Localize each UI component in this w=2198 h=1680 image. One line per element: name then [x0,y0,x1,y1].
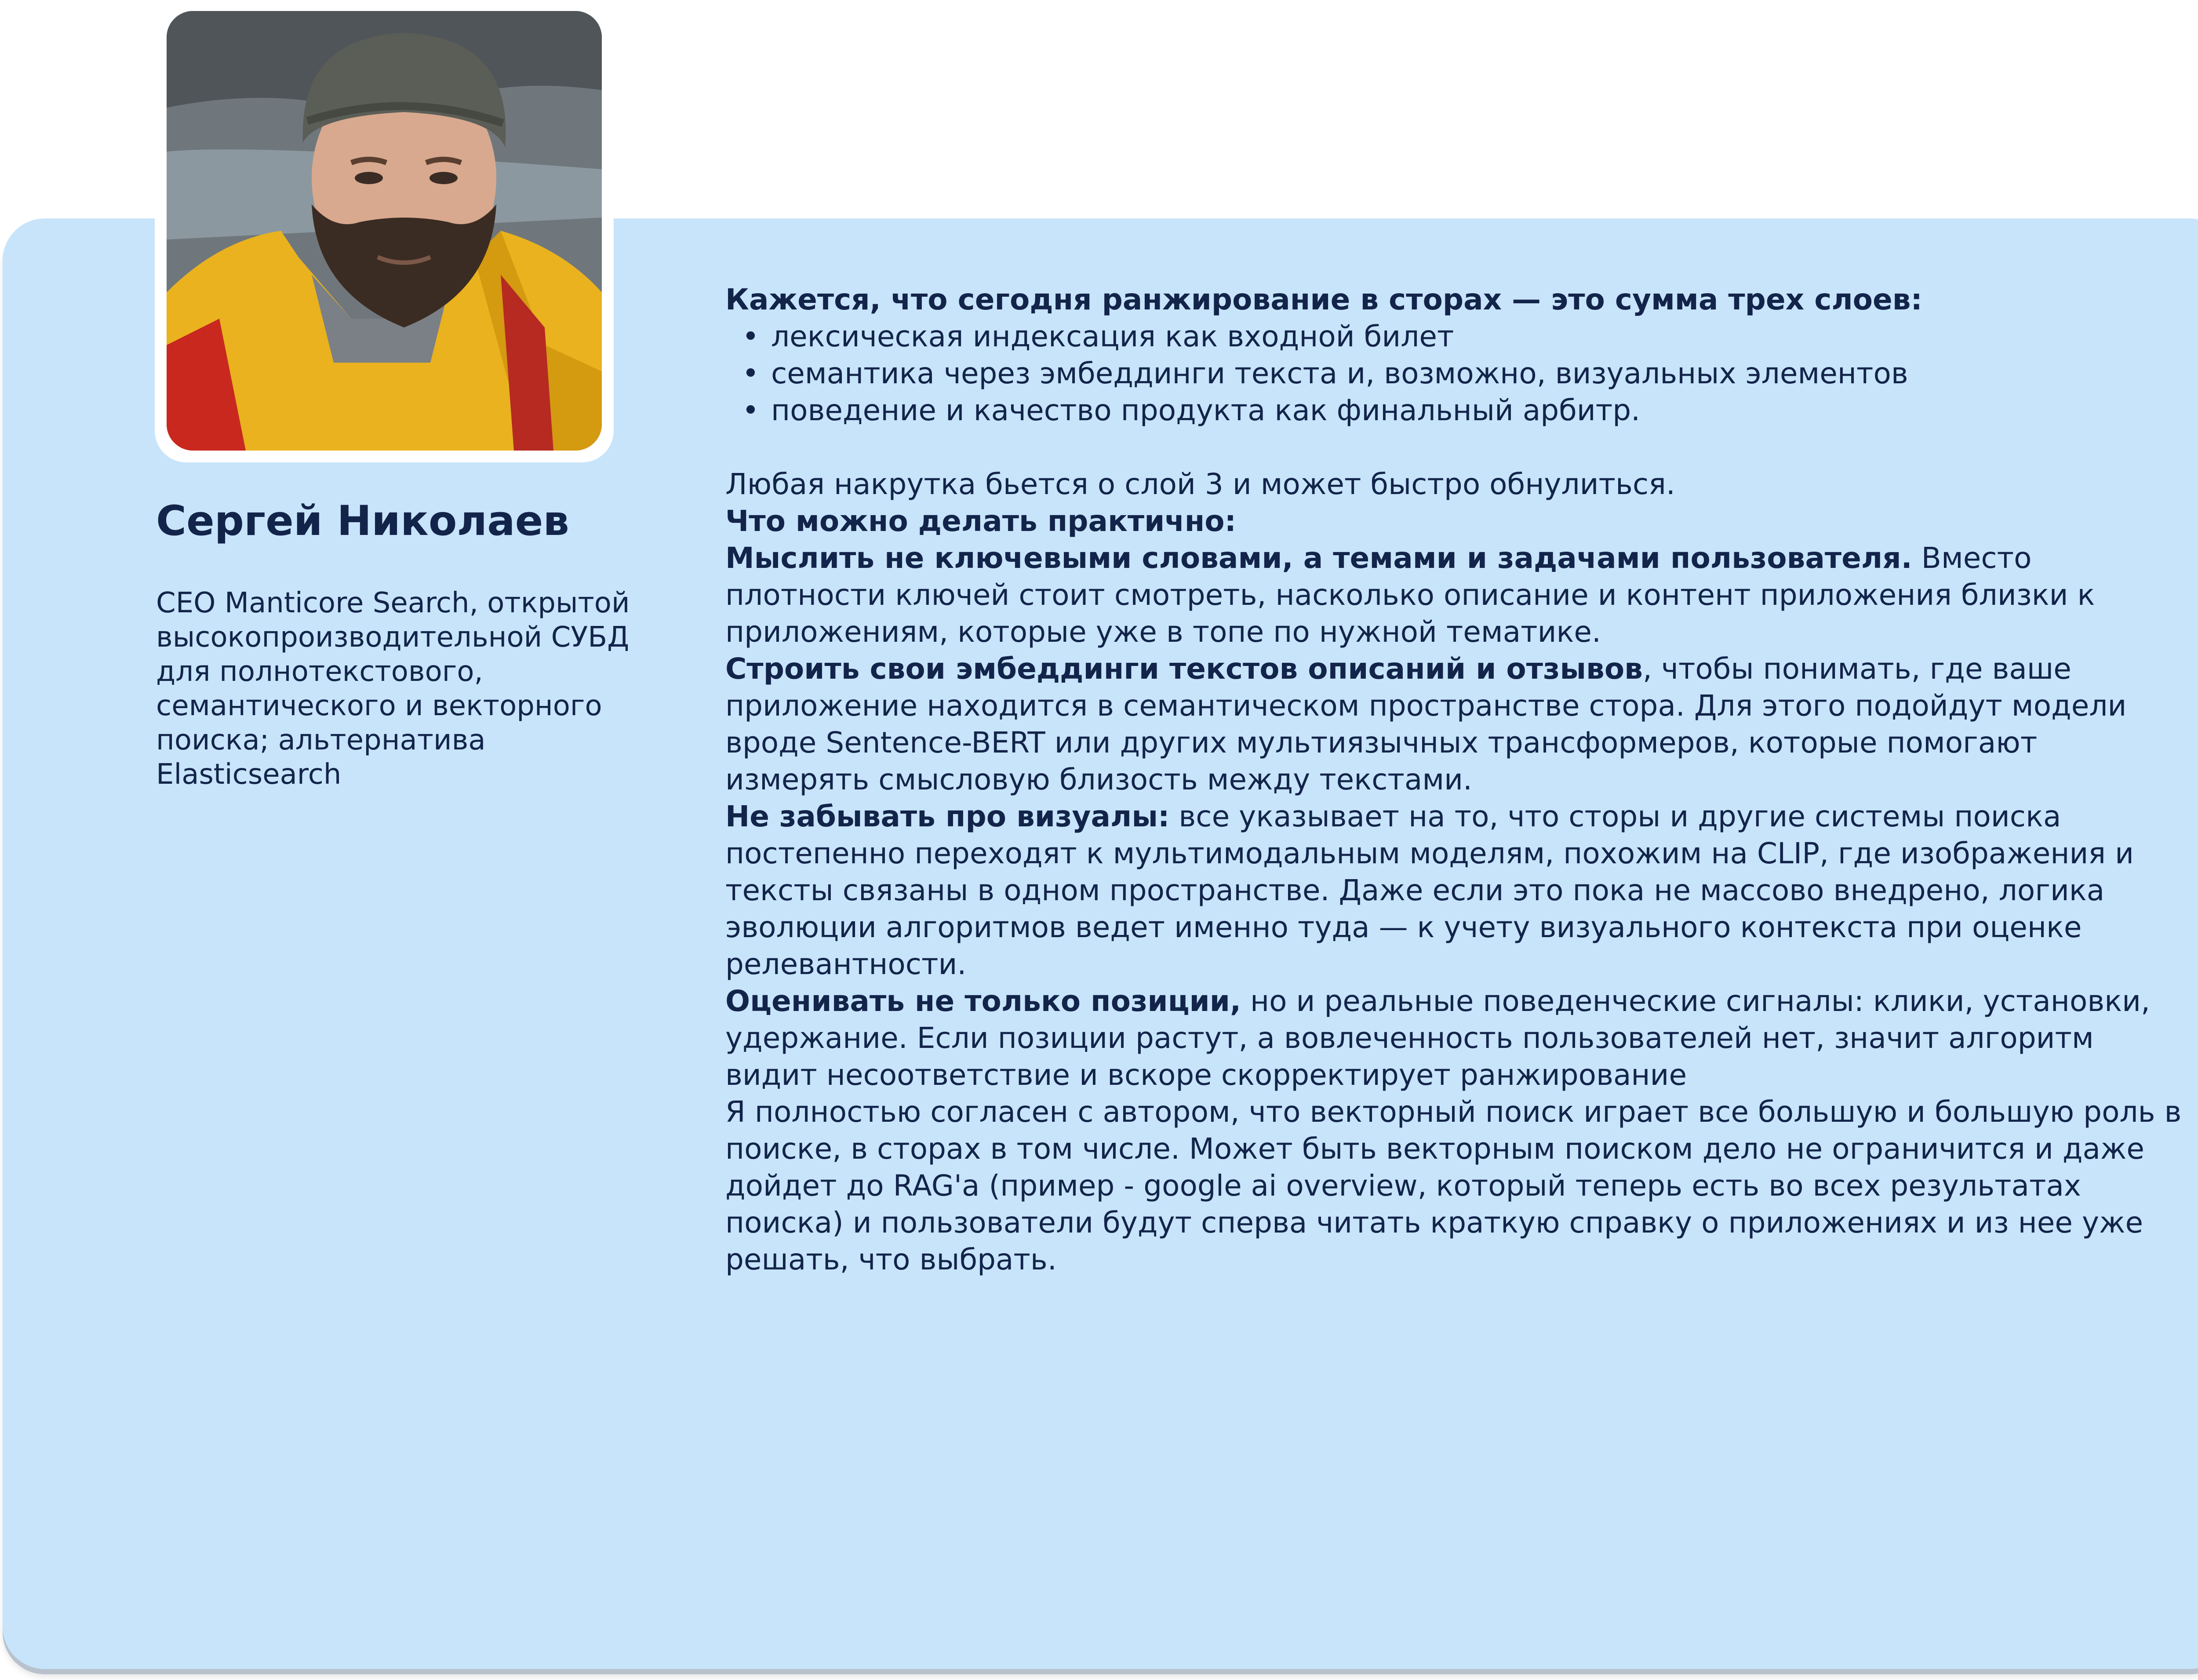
tip-lead: Строить свои эмбеддинги текстов описаний и отзывов [725,652,1643,686]
conclusion-paragraph: Я полностью согласен с автором, что векторный поиск играет все большую и большую роль в поиске, в сторах в том числе. Может быть векторным поиском дело не ограничится и даже дойдет до RAG'a (пример - google ai overview, который теперь есть во всех результатах поиска) и пользователи будут сперва читать краткую справку о приложениях и из нее уже решать, что выбрать. [725,1095,2182,1276]
layers-list [725,318,2189,429]
tip-text: , чтобы понимать, где ваше приложение находится в семантическом пространстве стора. Для этого подойдут модели вроде Sentence-BERT или других мультиязычных трансформеров, которые помогают измерять смысловую близость между текстами. [725,652,2127,796]
tip-paragraph [725,983,2189,1094]
tip-lead: Не забывать про визуалы: [725,800,1170,833]
author-photo [167,11,602,451]
tip-lead: Мыслить не ключевыми словами, а темами и задачами пользователя. [725,541,1912,575]
tip-lead: Оценивать не только позиции, [725,984,1241,1018]
list-item: • поведение и качество продукта как финальный арбитр. [725,392,2189,429]
tip-paragraph [725,651,2189,798]
list-item: • семантика через эмбеддинги текста и, возможно, визуальных элементов [725,355,2189,392]
tip-paragraph [725,540,2189,651]
author-role: CEO Manticore Search, открытой высокопроизводительной СУБД для полнотекстового, семантического и векторного поиска; альтернатива Elasticsearch [156,586,630,791]
layer-note: Любая накрутка бьется о слой 3 и может быстро обнулиться. [725,467,1675,501]
practical-heading: Что можно делать практично: [725,504,1237,538]
author-info [156,497,631,792]
portrait-photo-icon [167,11,602,451]
tip-text: все указывает на то, что сторы и другие системы поиска постепенно переходят к мультимодальным моделям, похожим на CLIP, где изображения и тексты связаны в одном пространстве. Даже если это пока не массово внедрено, логика эволюции алгоритмов ведет именно туда — к учету визуального контекста при оценке релевантности. [725,800,2134,981]
tip-text: Вместо плотности ключей стоит смотреть, насколько описание и контент приложения близки к приложениям, которые уже в топе по нужной тематике. [725,541,2095,649]
tip-paragraph [725,798,2189,983]
quote-body [725,281,2189,1278]
author-name: Сергей Николаев [156,497,569,545]
photo-frame [155,4,614,462]
intro-text: Кажется, что сегодня ранжирование в сторах — это сумма трех слоев: [725,283,1922,316]
list-item: • лексическая индексация как входной билет [725,318,2189,355]
tip-text: но и реальные поведенческие сигналы: клики, установки, удержание. Если позиции растут, а вовлеченность пользователей нет, значит алгоритм видит несоответствие и вскоре скорректирует ранжирование [725,984,2150,1092]
